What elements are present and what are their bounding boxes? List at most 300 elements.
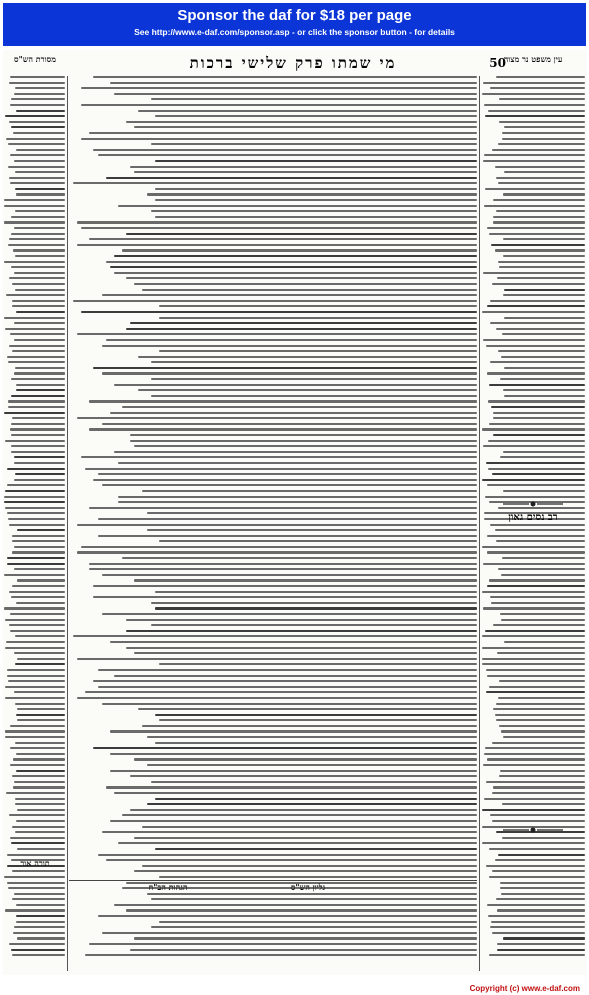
text-line [77, 697, 477, 699]
text-line [10, 333, 65, 335]
text-line [147, 893, 477, 895]
text-line [503, 389, 585, 391]
text-line [491, 921, 585, 923]
text-line [499, 266, 585, 268]
text-line [499, 775, 585, 777]
text-line [12, 826, 65, 828]
text-line [489, 233, 585, 235]
text-line [503, 238, 585, 240]
text-line [77, 551, 477, 553]
text-line [93, 367, 477, 369]
text-line [498, 182, 585, 184]
sponsor-title[interactable]: Sponsor the daf for $18 per page [177, 7, 412, 24]
text-line [500, 882, 585, 884]
text-line [15, 289, 65, 291]
text-line [12, 350, 65, 352]
text-line [15, 255, 65, 257]
text-line [14, 272, 65, 274]
text-line [486, 669, 585, 671]
text-line [16, 820, 65, 822]
text-line [488, 440, 585, 442]
text-line [147, 803, 477, 805]
text-line [9, 345, 65, 347]
text-line [493, 708, 585, 710]
text-line [142, 490, 477, 492]
text-line [151, 143, 477, 145]
text-line [14, 926, 65, 928]
text-line [10, 104, 65, 106]
text-line [126, 277, 477, 279]
text-line [98, 473, 477, 475]
text-line [485, 747, 585, 749]
text-line [487, 758, 585, 760]
text-line [85, 954, 477, 956]
text-line [77, 221, 477, 223]
text-line [12, 300, 65, 302]
text-line [504, 126, 585, 128]
text-line [498, 350, 585, 352]
text-line [495, 859, 585, 861]
text-line [159, 663, 477, 665]
text-line [491, 406, 585, 408]
text-line [134, 283, 477, 285]
text-line [497, 943, 585, 945]
text-line [489, 848, 585, 850]
text-line [134, 758, 477, 760]
text-line [14, 160, 65, 162]
text-line [493, 221, 585, 223]
text-line [134, 870, 477, 872]
text-line [5, 619, 65, 621]
text-line [495, 249, 585, 251]
text-line [4, 876, 65, 878]
text-line [482, 93, 585, 95]
text-line [159, 921, 477, 923]
text-line [114, 904, 477, 906]
text-line [490, 814, 585, 816]
text-line [14, 893, 65, 895]
text-line [7, 854, 65, 856]
text-line [496, 703, 585, 705]
text-line [488, 400, 585, 402]
text-line [498, 261, 585, 263]
text-line [12, 775, 65, 777]
text-line [155, 607, 477, 609]
text-line [4, 199, 65, 201]
text-line [490, 596, 585, 598]
text-line [12, 585, 65, 587]
text-line [89, 563, 477, 565]
text-line [492, 820, 585, 822]
text-line [102, 294, 477, 296]
ornament-divider [501, 500, 565, 508]
text-line [134, 937, 477, 939]
text-line [488, 110, 585, 112]
text-line [14, 462, 65, 464]
text-line [106, 177, 477, 179]
text-line [502, 333, 585, 335]
text-line [11, 216, 65, 218]
text-line [159, 719, 477, 721]
text-line [151, 624, 477, 626]
text-line [81, 546, 477, 548]
text-line [11, 126, 65, 128]
text-line [151, 210, 477, 212]
text-line [106, 786, 477, 788]
text-line [138, 356, 477, 358]
text-line [499, 725, 585, 727]
text-line [501, 730, 585, 732]
text-line [8, 400, 65, 402]
text-line [493, 434, 585, 436]
text-line [5, 697, 65, 699]
text-line [118, 462, 477, 464]
text-line [155, 591, 477, 593]
text-line [485, 115, 585, 117]
text-line [12, 870, 65, 872]
text-line [498, 854, 585, 856]
text-line [4, 221, 65, 223]
text-line [6, 792, 65, 794]
text-line [73, 182, 477, 184]
text-line [490, 322, 585, 324]
text-line [503, 193, 585, 195]
text-line [17, 529, 65, 531]
text-line [15, 87, 65, 89]
text-line [487, 535, 585, 537]
text-line [16, 714, 65, 716]
text-line [122, 557, 477, 559]
text-line [110, 82, 477, 84]
torah-or-heading: תורה אור [20, 858, 50, 868]
text-line [5, 736, 65, 738]
hagahot-habach-heading: הגהות הב"ח [148, 882, 188, 892]
text-line [482, 842, 585, 844]
text-line [5, 440, 65, 442]
text-line [15, 210, 65, 212]
text-line [126, 121, 477, 123]
text-line [89, 132, 477, 134]
text-line [491, 244, 585, 246]
text-line [492, 742, 585, 744]
text-line [14, 456, 65, 458]
text-line [11, 98, 65, 100]
text-line [489, 876, 585, 878]
text-line [7, 468, 65, 470]
text-line [5, 647, 65, 649]
text-line [8, 518, 65, 520]
text-line [492, 473, 585, 475]
text-line [487, 484, 585, 486]
text-line [487, 372, 585, 374]
text-line [114, 451, 477, 453]
text-line [9, 943, 65, 945]
text-line [11, 378, 65, 380]
text-line [126, 619, 477, 621]
text-line [89, 507, 477, 509]
text-line [487, 551, 585, 553]
text-line [14, 227, 65, 229]
text-line [147, 736, 477, 738]
text-line [498, 143, 585, 145]
text-line [6, 138, 65, 140]
text-line [5, 507, 65, 509]
text-line [7, 882, 65, 884]
text-line [89, 568, 477, 570]
text-line [11, 842, 65, 844]
text-line [11, 596, 65, 598]
text-line [93, 149, 477, 151]
text-line [500, 887, 585, 889]
text-line [15, 188, 65, 190]
text-line [5, 115, 65, 117]
text-line [487, 305, 585, 307]
text-line [496, 177, 585, 179]
text-line [4, 317, 65, 319]
text-line [4, 496, 65, 498]
text-line [14, 372, 65, 374]
text-line [159, 540, 477, 542]
text-line [130, 775, 477, 777]
copyright-link[interactable]: Copyright (c) www.e-daf.com [469, 984, 580, 993]
text-line [16, 311, 65, 313]
text-line [15, 831, 65, 833]
text-line [500, 378, 585, 380]
text-line [11, 266, 65, 268]
text-line [482, 658, 585, 660]
text-line [159, 305, 477, 307]
text-line [16, 193, 65, 195]
text-line [502, 132, 585, 134]
text-line [110, 412, 477, 414]
text-line [12, 535, 65, 537]
text-line [142, 826, 477, 828]
text-line [93, 747, 477, 749]
text-line [4, 501, 65, 503]
text-line [16, 904, 65, 906]
text-line [12, 540, 65, 542]
text-line [17, 848, 65, 850]
text-line [500, 613, 585, 615]
text-line [12, 898, 65, 900]
text-line [483, 272, 585, 274]
text-line [490, 361, 585, 363]
text-line [98, 669, 477, 671]
text-line [486, 462, 585, 464]
text-line [501, 619, 585, 621]
text-line [8, 244, 65, 246]
text-line [81, 87, 477, 89]
commentary-divider [69, 880, 477, 881]
text-line [5, 686, 65, 688]
sponsor-subtitle[interactable]: See http://www.e-daf.com/sponsor.asp - or click the sponsor button - for details [134, 27, 455, 37]
text-line [12, 283, 65, 285]
column-divider-left [67, 76, 68, 971]
text-line [130, 166, 477, 168]
text-line [482, 591, 585, 593]
text-line [4, 261, 65, 263]
text-line [9, 624, 65, 626]
text-line [5, 730, 65, 732]
text-line [487, 227, 585, 229]
text-line [98, 686, 477, 688]
text-line [114, 93, 477, 95]
text-line [126, 328, 477, 330]
text-line [114, 255, 477, 257]
text-line [155, 199, 477, 201]
text-line [16, 384, 65, 386]
text-line [9, 277, 65, 279]
text-line [15, 803, 65, 805]
text-line [5, 328, 65, 330]
text-line [14, 546, 65, 548]
page-title: מי שמתו פרק שלישי ברכות [189, 54, 397, 72]
text-line [14, 322, 65, 324]
text-line [489, 423, 585, 425]
text-line [17, 658, 65, 660]
text-line [89, 238, 477, 240]
text-line [498, 568, 585, 570]
text-line [504, 317, 585, 319]
right-margin-column [481, 76, 585, 971]
text-line [6, 641, 65, 643]
text-line [130, 440, 477, 442]
text-line [504, 641, 585, 643]
text-line [110, 820, 477, 822]
text-line [142, 865, 477, 867]
text-line [485, 630, 585, 632]
text-line [142, 725, 477, 727]
text-line [497, 277, 585, 279]
text-line [12, 954, 65, 956]
text-line [6, 294, 65, 296]
text-line [7, 563, 65, 565]
text-line [4, 607, 65, 609]
text-line [114, 675, 477, 677]
text-line [482, 546, 585, 548]
text-line [490, 524, 585, 526]
text-line [102, 831, 477, 833]
text-line [495, 166, 585, 168]
text-line [110, 730, 477, 732]
text-line [159, 317, 477, 319]
text-line [496, 76, 585, 78]
text-line [500, 456, 585, 458]
text-line [502, 837, 585, 839]
text-line [9, 238, 65, 240]
text-line [496, 898, 585, 900]
text-line [147, 529, 477, 531]
text-line [130, 322, 477, 324]
text-line [15, 663, 65, 665]
text-line [151, 378, 477, 380]
text-line [485, 188, 585, 190]
sponsor-banner[interactable] [3, 3, 586, 46]
text-line [493, 624, 585, 626]
text-line [5, 490, 65, 492]
text-line [16, 110, 65, 112]
text-line [138, 708, 477, 710]
text-line [15, 635, 65, 637]
text-line [491, 602, 585, 604]
text-line [8, 143, 65, 145]
text-line [10, 837, 65, 839]
text-line [77, 658, 477, 660]
text-line [118, 842, 477, 844]
text-line [5, 909, 65, 911]
text-line [77, 524, 477, 526]
text-line [17, 579, 65, 581]
text-line [16, 770, 65, 772]
left-column-text [3, 76, 65, 971]
text-line [492, 283, 585, 285]
text-line [17, 937, 65, 939]
text-line [483, 82, 585, 84]
text-line [102, 345, 477, 347]
text-line [484, 798, 585, 800]
text-line [10, 764, 65, 766]
text-line [8, 166, 65, 168]
text-line [493, 199, 585, 201]
text-line [10, 613, 65, 615]
text-line [106, 339, 477, 341]
text-line [81, 104, 477, 106]
text-line [126, 909, 477, 911]
text-line [110, 641, 477, 643]
text-line [493, 216, 585, 218]
text-line [15, 473, 65, 475]
text-line [503, 736, 585, 738]
text-line [8, 680, 65, 682]
text-line [93, 596, 477, 598]
text-line [155, 188, 477, 190]
text-line [10, 725, 65, 727]
text-line [102, 423, 477, 425]
text-line [15, 171, 65, 173]
text-line [98, 518, 477, 520]
ornament-divider-lower [501, 826, 565, 834]
text-line [7, 669, 65, 671]
text-line [159, 350, 477, 352]
text-line [8, 406, 65, 408]
text-line [16, 915, 65, 917]
right-column-text [481, 76, 585, 971]
text-line [130, 809, 477, 811]
text-line [14, 479, 65, 481]
text-line [17, 809, 65, 811]
text-line [114, 272, 477, 274]
text-line [17, 708, 65, 710]
text-line [492, 149, 585, 151]
text-line [490, 87, 585, 89]
text-line [134, 837, 477, 839]
footer [3, 976, 586, 993]
text-line [493, 786, 585, 788]
text-line [126, 647, 477, 649]
text-line [81, 456, 477, 458]
text-line [12, 305, 65, 307]
text-line [7, 512, 65, 514]
text-line [134, 579, 477, 581]
text-line [484, 154, 585, 156]
text-line [502, 557, 585, 559]
text-line [151, 98, 477, 100]
gilyon-hashas-heading: גליון הש"ס [290, 882, 326, 892]
text-line [501, 893, 585, 895]
text-line [487, 904, 585, 906]
text-line [501, 356, 585, 358]
text-line [482, 635, 585, 637]
